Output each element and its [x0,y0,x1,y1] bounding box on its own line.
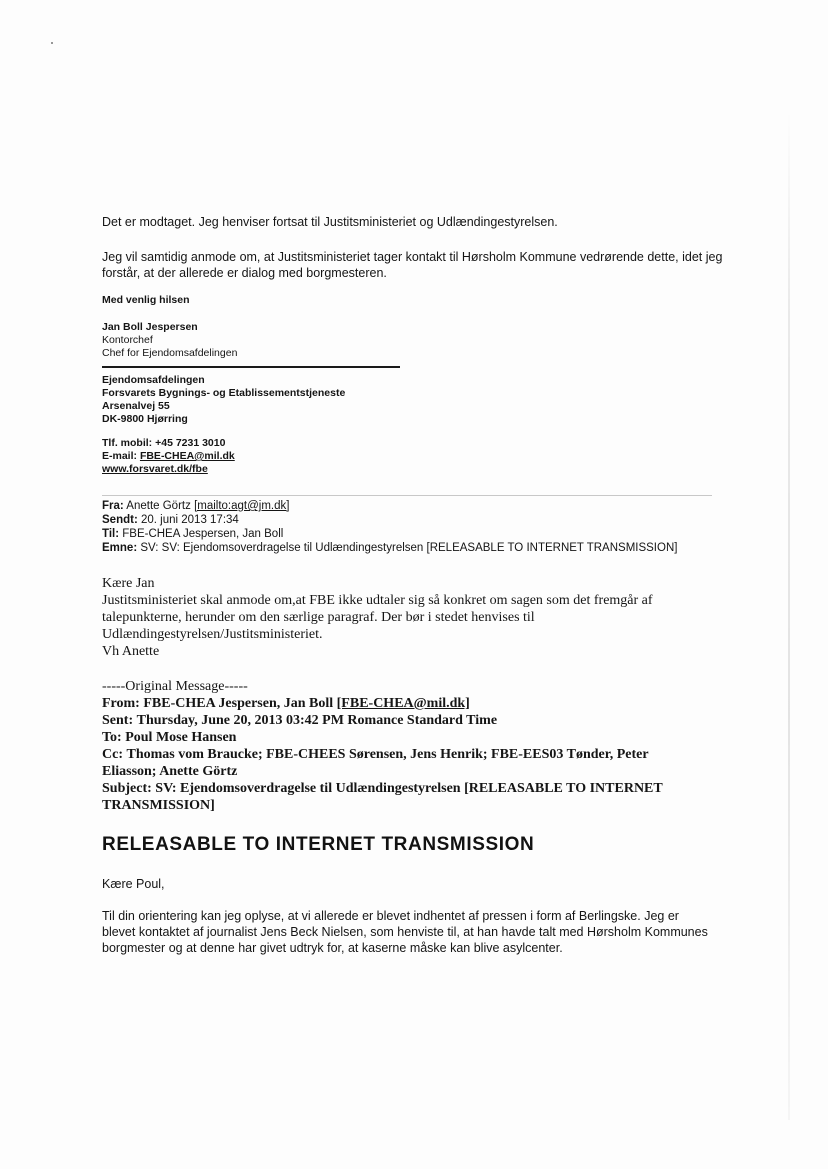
header-from-label: Fra: [102,500,124,512]
message-anette-salutation: Kære Jan [102,576,155,591]
signature-organization: Forsvarets Bygnings- og Etablissementstjeneste [102,387,346,399]
original-sent-value: Thursday, June 20, 2013 03:42 PM Romance Standard Time [136,713,498,728]
original-from-value: FBE-CHEA Jespersen, Jan Boll [143,696,334,711]
message-anette [102,575,702,660]
original-message-marker: -----Original Message----- [102,679,248,694]
email-label: E-mail: [102,450,138,462]
signature-mobile-row [102,437,235,450]
message-jan-body: Til din orientering kan jeg oplyse, at vi allerede er blevet indhentet af pressen i form af Berlingske. Jeg er blevet kontaktet af journalist Jens Beck Nielsen, som henviste til, at han havde talt med Hørsholm Kommunes borgmester og at denne har givet udtryk for, at kaserne måske kan blive asylcenter. [102,909,708,955]
header-sent-row [102,513,677,527]
signature-block [102,321,237,360]
signature-title: Kontorchef [102,334,153,346]
original-to-value: Poul Mose Hansen [125,730,237,745]
header-subject-row [102,541,677,555]
signature-address [102,374,345,426]
signature-contact [102,437,235,476]
original-subject-row [102,780,692,814]
reply-paragraph-2: Jeg vil samtidig anmode om, at Justitsministeriet tager kontakt til Hørsholm Kommune vedrørende dette, idet jeg forstår, at der allerede er dialog med borgmesteren. [102,250,723,280]
signature-greeting: Med venlig hilsen [102,294,190,306]
message-jan-salutation: Kære Poul, [102,877,165,891]
reply-paragraph-1: Det er modtaget. Jeg henviser fortsat til Justitsministeriet og Udlændingestyrelsen. [102,215,558,229]
scan-edge-shadow [788,110,790,1120]
original-cc-label: Cc: [102,747,123,762]
signature-city: DK-9800 Hjørring [102,413,188,425]
email-link[interactable]: FBE-CHEA@mil.dk [139,450,235,462]
signature-department: Ejendomsafdelingen [102,374,205,386]
signature-email-row [102,450,235,463]
signature-name: Jan Boll Jespersen [102,321,198,333]
original-subject-value: SV: Ejendomsoverdragelse til Udlændingestyrelsen [RELEASABLE TO INTERNET TRANSMISSION] [102,781,663,813]
original-from-link[interactable]: [FBE-CHEA@mil.dk] [336,696,470,711]
signature-divider [102,366,400,368]
header-from-value: Anette Görtz [126,500,191,512]
signature-street: Arsenalvej 55 [102,400,170,412]
releasable-banner: RELEASABLE TO INTERNET TRANSMISSION [102,834,535,855]
scan-speck [51,42,53,44]
header-from-row [102,499,677,513]
original-sent-row [102,712,692,729]
header-from-link[interactable]: [mailto:agt@jm.dk] [194,500,290,512]
message-anette-signoff: Vh Anette [102,644,160,659]
website-link[interactable]: www.forsvaret.dk/fbe [102,463,208,475]
header-to-value: FBE-CHEA Jespersen, Jan Boll [122,528,284,540]
email-header-reply [102,499,677,555]
original-to-label: To: [102,730,122,745]
header-sent-label: Sendt: [102,514,138,526]
original-cc-value: Thomas vom Braucke; FBE-CHEES Sørensen, Jens Henrik; FBE-EES03 Tønder, Peter Eliasson; Anette Görtz [102,747,649,779]
message-anette-body: Justitsministeriet skal anmode om,at FBE ikke udtaler sig så konkret om sagen som det fremgår af talepunkterne, herunder om den særlige paragraf. Der bør i stedet henvises til Udlændingestyrelsen/Justitsministeriet. [102,593,653,642]
header-subject-value: SV: SV: Ejendomsoverdragelse til Udlændingestyrelsen [RELEASABLE TO INTERNET TRANSMISSION] [140,542,678,554]
signature-role: Chef for Ejendomsafdelingen [102,347,238,359]
original-from-label: From: [102,696,140,711]
mobile-value: +45 7231 3010 [155,437,226,449]
header-to-label: Til: [102,528,120,540]
original-subject-label: Subject: [102,781,152,796]
original-to-row [102,729,692,746]
header-subject-label: Emne: [102,542,138,554]
original-sent-label: Sent: [102,713,134,728]
header-to-row [102,527,677,541]
email-header-divider [102,495,712,496]
header-sent-value: 20. juni 2013 17:34 [140,514,239,526]
mobile-label: Tlf. mobil: [102,437,153,449]
original-from-row [102,695,692,712]
original-cc-row [102,746,692,780]
original-message-header [102,678,692,814]
